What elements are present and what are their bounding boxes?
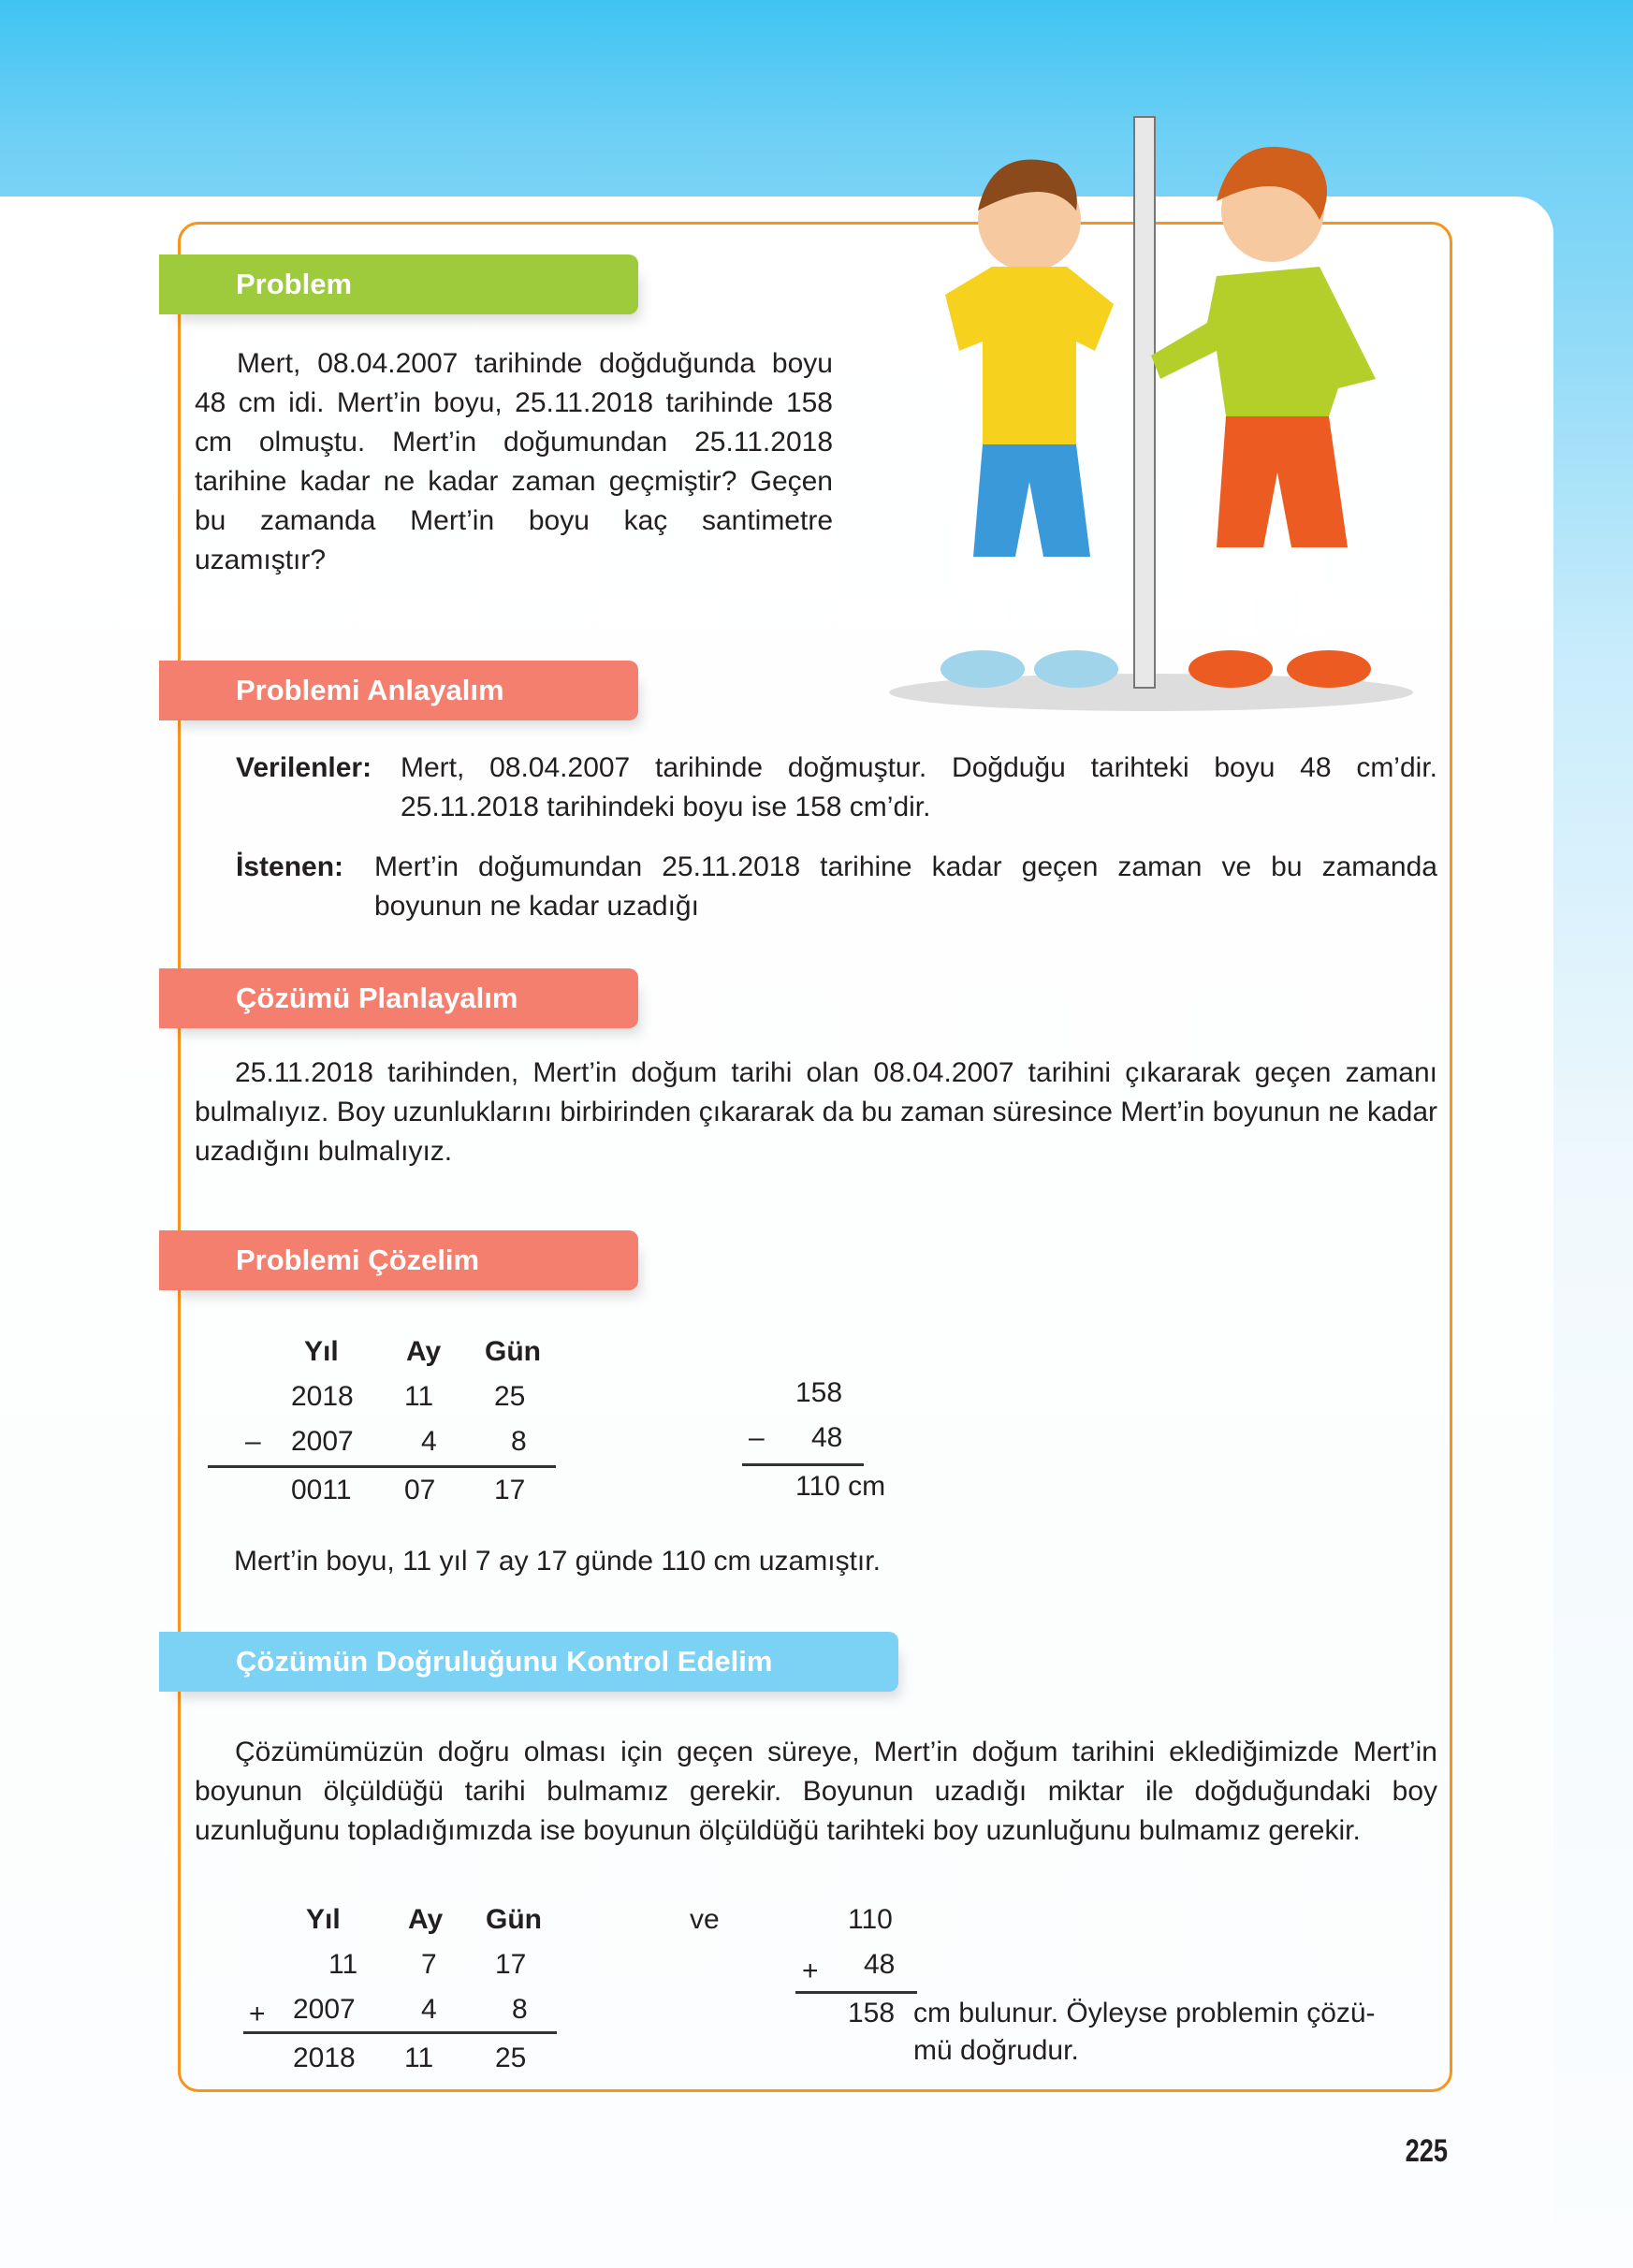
cell: 17 bbox=[495, 1949, 527, 1980]
cell: 17 bbox=[494, 1475, 526, 1505]
cell: 2018 bbox=[293, 2043, 356, 2073]
cell: 07 bbox=[404, 1475, 436, 1505]
check-conclusion-line1: cm bulunur. Öyleyse problemin çözü- bbox=[913, 1998, 1376, 2028]
boys-measuring-height-illustration bbox=[880, 108, 1422, 716]
cell: 48 bbox=[811, 1422, 843, 1453]
cell: 110 cm bbox=[795, 1471, 886, 1502]
solve-conclusion: Mert’in boyu, 11 yıl 7 ay 17 günde 110 cm uzamıştır. bbox=[234, 1546, 881, 1577]
cell: 0011 bbox=[291, 1475, 352, 1505]
page-number: 225 bbox=[1405, 2133, 1449, 2169]
given-label: Verilenler: bbox=[236, 752, 372, 783]
check-text: Çözümümüzün doğru olması için geçen süreye, Mert’in doğum tarihini eklediğimizde Mert’in boyunun ölçüldüğü tarihi bulmamız gerekir. Boyunun uzadığı miktar ile doğduğundaki boy uzunluğunu topladığımızda ise boyunun ölçüldüğü tarihteki boy uzunluğunu bulmamız gerekir. bbox=[195, 1737, 1437, 1846]
plus-sign: + bbox=[802, 1955, 819, 1986]
sum-line bbox=[243, 2031, 557, 2034]
cell: 8 bbox=[512, 1994, 528, 2025]
header-year: Yıl bbox=[304, 1336, 339, 1367]
cell: 11 bbox=[404, 1381, 434, 1412]
ve-text: ve bbox=[690, 1904, 720, 1935]
cell: 2007 bbox=[291, 1426, 354, 1457]
cell: 7 bbox=[421, 1949, 437, 1980]
cell: 48 bbox=[864, 1949, 896, 1980]
header-month: Ay bbox=[408, 1904, 444, 1935]
cell: 158 bbox=[795, 1377, 843, 1408]
sum-line bbox=[742, 1463, 864, 1466]
cell: 11 bbox=[404, 2043, 434, 2073]
cell: 11 bbox=[328, 1949, 358, 1980]
plus-sign: + bbox=[249, 1999, 266, 2029]
asked-text: Mert’in doğumundan 25.11.2018 tarihine kadar geçen zaman ve bu zamanda boyunun ne kadar uzadığı bbox=[374, 851, 1437, 922]
section-header-check: Çözümün Doğruluğunu Kontrol Edelim bbox=[159, 1632, 898, 1692]
sum-line bbox=[795, 1991, 917, 1994]
cell: 25 bbox=[494, 1381, 526, 1412]
cell: 2007 bbox=[293, 1994, 356, 2025]
minus-sign: – bbox=[245, 1426, 261, 1457]
sum-line bbox=[208, 1465, 556, 1468]
cell: 4 bbox=[421, 1426, 437, 1457]
cell: 2018 bbox=[291, 1381, 354, 1412]
check-conclusion-line2: mü doğrudur. bbox=[913, 2035, 1079, 2066]
cell: 158 bbox=[848, 1998, 896, 2028]
cell: 25 bbox=[495, 2043, 527, 2073]
section-header-problem: Problem bbox=[159, 254, 638, 314]
plan-text: 25.11.2018 tarihinden, Mert’in doğum tarihi olan 08.04.2007 tarihini çıkararak geçen zamanı bulmalıyız. Boy uzunluklarını birbirinden çıkararak da bu zaman süresince Mert’in boyunun ne kadar uzadığını bulmalıyız. bbox=[195, 1057, 1437, 1167]
problem-text: Mert, 08.04.2007 tarihinde doğduğunda boyu 48 cm idi. Mert’in boyu, 25.11.2018 tarihinde 158 cm olmuştu. Mert’in doğumundan 25.11.2018 tarihine kadar ne kadar zaman geçmiştir? Geçen bu zamanda Mert’in boyu kaç santimetre uzamıştır? bbox=[195, 348, 833, 575]
header-day: Gün bbox=[485, 1336, 541, 1367]
header-month: Ay bbox=[406, 1336, 442, 1367]
header-year: Yıl bbox=[306, 1904, 341, 1935]
cell: 4 bbox=[421, 1994, 437, 2025]
header-day: Gün bbox=[486, 1904, 542, 1935]
ruler-icon bbox=[1134, 117, 1155, 688]
asked-label: İstenen: bbox=[236, 851, 344, 882]
section-header-plan: Çözümü Planlayalım bbox=[159, 968, 638, 1028]
minus-sign: – bbox=[749, 1422, 765, 1453]
section-header-solve: Problemi Çözelim bbox=[159, 1230, 638, 1290]
cell: 110 bbox=[848, 1904, 893, 1935]
section-header-understand: Problemi Anlayalım bbox=[159, 661, 638, 720]
cell: 8 bbox=[511, 1426, 527, 1457]
given-text: Mert, 08.04.2007 tarihinde doğmuştur. Doğduğu tarihteki boyu 48 cm’dir. 25.11.2018 tarihindeki boyu ise 158 cm’dir. bbox=[401, 752, 1437, 822]
